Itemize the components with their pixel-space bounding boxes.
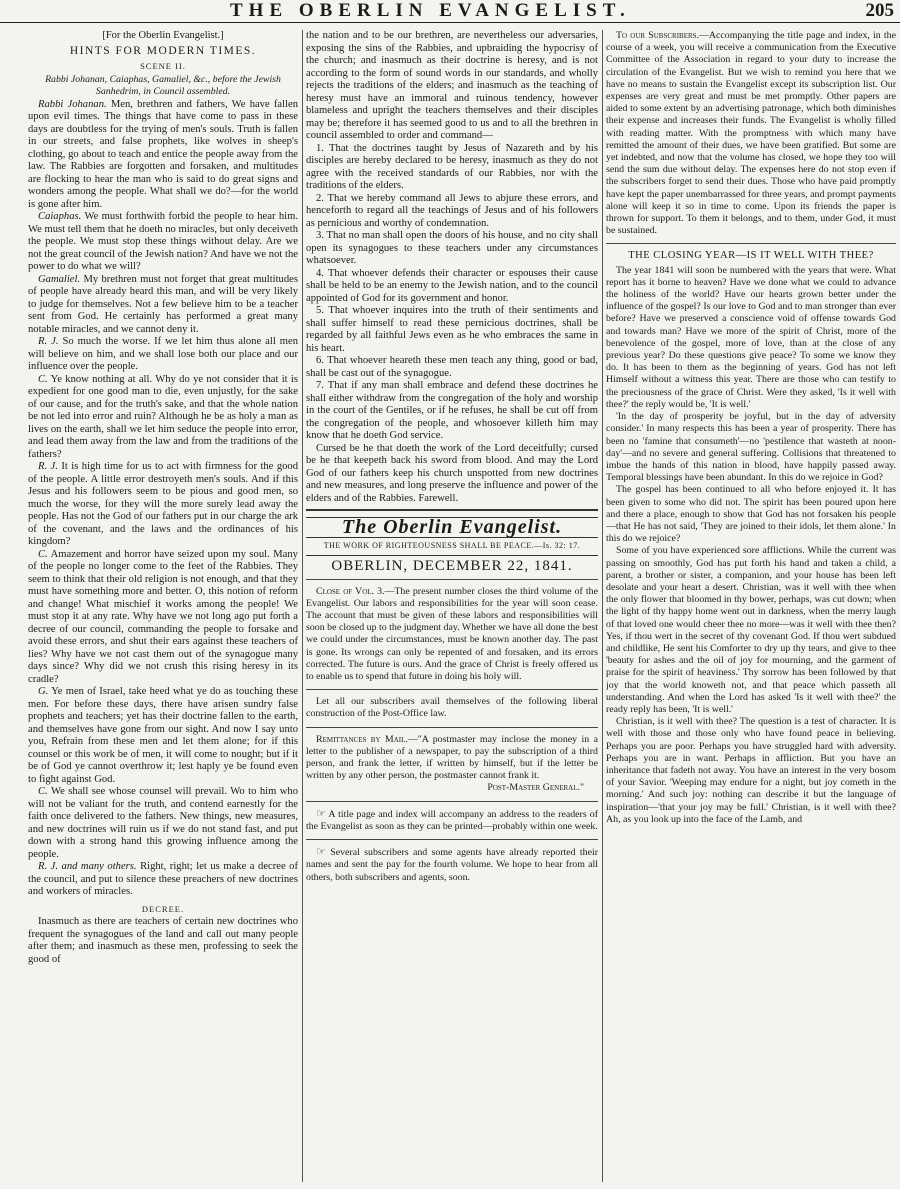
article-title: HINTS FOR MODERN TIMES.: [69, 44, 257, 57]
column-2: [306, 30, 598, 1182]
dialogue: [28, 99, 298, 899]
dateline: OBERLIN, DECEMBER 22, 1841.: [331, 558, 573, 574]
dialogue-paragraph: [28, 374, 298, 462]
speech-text: We shall see whose counsel will prevail. Wo to him who will not be valiant for the truth, and contend earnestly for the faith once delivered to the fathers. New things, new measures, and new doctrines will ruin us if we do not stand fast, and put down with a strong hand this growing influence among the people.: [28, 786, 298, 860]
speaker-name: R. J. and many others.: [38, 861, 137, 872]
column-3: [606, 30, 896, 1182]
masthead: [0, 0, 900, 23]
divider: [606, 243, 896, 244]
source-note: [For the Oberlin Evangelist.]: [102, 30, 224, 41]
speech-text: My brethren must not forget that great multitudes of people have already heard this man, and will be very likely to judge for themselves. Not a few believe him to be a teacher sent from God. He certainly has performed a great many notable miracles, and we cannot deny it.: [28, 273, 298, 335]
notice-text: A title page and index will accompany an address to the readers of the Evangelist as soon as they can be printed—probably within one week.: [306, 808, 598, 833]
subs-text: —Accompanying the title page and index, in the course of a week, you will receive a communication from the Executive Committee of the Association in regard to your duty to increase the circulation of the Evangelist. But we wish to remind you here that we have no means to sustain the Evangelist except its subscription list. Our expenses are very great and must be met promptly. Other papers are aided to some extent by an advertising patronage, which both diminishes their expense and increases their funds. The Evangelist is wholly filled with reading matter. With the promptness with which many have remitted the amount of their dues, we have been gratified. But some are yet indebted, and now that the volume has closed, we hope they too will send the sum due without delay. The expenses here do not stop even if the subscribers forget to send their dues. Those who have paid promptly have kept the paper unembarrassed for three years, and prompt payments alone will keep it so in time to come. Upon its friends the paper is thrown for support. To them it belongs, and to them, under God, it must be sustained.: [606, 30, 896, 237]
speaker-name: Rabbi Johanan.: [38, 98, 107, 110]
remittances-note: [306, 734, 598, 783]
dialogue-paragraph: [28, 686, 298, 786]
post-office-note: Let all our subscribers avail themselves of the following liberal construction of the Post-Office law.: [306, 696, 598, 720]
divider: [306, 801, 598, 802]
dialogue-paragraph: [28, 99, 298, 212]
essay-paragraph: Some of you have experienced sore afflictions. While the current was passing on smoothly, God has put forth his hand and taken a child, a parent, a brother or sister, a companion, and your house has been left desolate and your heart a desert. Christian, was it well with thee when the only flower that bloomed in thy bower, perhaps, was cut down; when the light of thy happy home went out in darkness, when the merry laugh of that loved one would cheer thee no more—was it well with thee then? Yes, if thou wert in the secret of thy covenant God. If thou wert subdued and childlike, He sent his Comforter to dry up thy tears, and give to thee 'beauty for ashes and the oil of joy for mourning, and the garment of praise for the spirit of heaviness.' Thy sorrow has been followed by that joy that the world knoweth not, and that peace which passeth all understanding. And when the Lord has asked 'Is it well with thee?' the ready reply has been, 'It is well.': [606, 545, 896, 715]
essay-title: THE CLOSING YEAR—IS IT WELL WITH THEE?: [628, 250, 874, 262]
decree-article: 7. That if any man shall embrace and defend these doctrines he shall either withdraw from the congregation of the holy and worship in the court of the Gentiles, or if he refuses, he shall be cut off from the congregation of the people, and whosoever killeth him may know that he doeth God service.: [306, 380, 598, 441]
motto: THE WORK OF RIGHTEOUSNESS SHALL BE PEACE.—Is. 32: 17.: [306, 540, 598, 557]
decree-article: 5. That whoever inquires into the truth of their sentiments and shall suffer himself to read these pernicious doctrines, shall be regarded by all faithful Jews even as he who embraces the same in his heart.: [306, 305, 598, 354]
speech-text: We must forthwith forbid the people to hear him. We must tell them that he doeth no miracles, but only deceiveth the people. We must stop these things without delay. Are we not the great council of the Jewish nation? And have we not the power to do what we will?: [28, 211, 298, 272]
decree-curse: Cursed be he that doeth the work of the Lord deceitfully; cursed be he that keepeth back his sword from blood. And may the Lord God of our fathers keep his church unspotted from new doctrines and new measures, and long preserve the influence and power of the elders and of the Rabbies. Farewell.: [306, 442, 598, 504]
dialogue-paragraph: [28, 861, 298, 899]
divider: [306, 579, 598, 580]
remit-signature: Post-Master General.": [487, 782, 584, 794]
newspaper-banner: The Oberlin Evangelist.: [306, 517, 598, 538]
divider: [306, 689, 598, 690]
pointing-hand-icon: ☞: [316, 846, 326, 859]
speech-text: Amazement and horror have seized upon my soul. Many of the people no longer come to the feet of the Rabbies. They seem to think that their old religion is not enough, and that they must have something more and better. O, this notion of reform and change! What mischief it works among the people! We must stop it at any rate. Why have we not long ago put forth a decree of our council, commanding the people to forsake and avoid these errors, and shut their ears against these teachers of lies? Why have we not cast them out of the synagogue many days since? Why did we not crush this rising heresy in its cradle?: [28, 548, 298, 685]
dialogue-paragraph: [28, 274, 298, 337]
speech-text: So much the worse. If we let him thus alone all men will believe on him, and we shall lose both our place and our influence over the people.: [28, 336, 298, 372]
notice-text: Several subscribers and some agents have already reported their names and sent the pay for the fourth volume. We hope to hear from all others, both subscribers and agents, soon.: [306, 847, 598, 883]
essay-paragraph: The gospel has been continued to all who before enjoyed it. It has been given to some who did not. The spirit has been poured upon here and there a place, enough to show that God has not forsaken his people—that He has not said, 'They are joined to their idols, let them alone.' In this do we rejoice?: [606, 484, 896, 545]
speaker-name: C.: [38, 548, 48, 560]
dialogue-paragraph: [28, 549, 298, 687]
close-lead: Close of Vol. 3.: [316, 585, 385, 597]
decree-heading: DECREE.: [141, 903, 185, 914]
speech-text: Men, brethren and fathers, We have fallen upon evil times. The things that have come to pass in these days are doubtless for the trying of men's souls. Truth is fallen in our streets, and false prophets, like wolves in sheep's clothing, go about to teach and entice the people away from the law. The Rabbies are forgotten and forsaken, and multitudes are flocking to hear the man who is said to do great signs and wonders among the people. What shall we do?—for the world is gone after him.: [28, 98, 298, 210]
speaker-name: C.: [38, 786, 48, 797]
masthead-title: THE OBERLIN EVANGELIST.: [230, 0, 631, 21]
speech-text: It is high time for us to act with firmness for the good of the people. A little error destroyeth men's souls. And if this Jesus and his followers seem to be pious and good men, so much the worse, for they will the more surely lead away the people. Has not the God of our fathers put in our charge the ark of the covenant, and the laws and the ordinances of his kingdom?: [28, 461, 298, 547]
essay-paragraph: 'In the day of prosperity be joyful, but in the day of adversity consider.' In many respects this has been a year of prosperity. There has been no 'famine that consumeth'—no 'pestilence that wasteth at noon-day'—and no severe and general suffering. Collisions that threatened to imbue the hands of this nation in blood, have happily passed away. Temporal blessings have been abundant. In this do we rejoice in God?: [606, 411, 896, 484]
cast-list: Rabbi Johanan, Caiaphas, Gamaliel, &c., before the Jewish Sanhedrim, in Council assembled.: [45, 73, 281, 97]
decree-start: Inasmuch as there are teachers of certain new doctrines who frequent the synagogues of the land and call out many people after them; and inasmuch as these men, professing to seek the good of: [28, 916, 298, 965]
dialogue-paragraph: [28, 461, 298, 549]
speech-text: Right, right; let us make a decree of the council, and put to silence these preachers of new doctrines and workers of miracles.: [28, 861, 298, 897]
divider: [306, 839, 598, 840]
scene-heading: SCENE II.: [140, 61, 186, 71]
close-text: —The present number closes the third volume of the Evangelist. Our labors and responsibilities for the year will soon cease. The account that must be given of these labors and responsibilities will soon be closed up to the judgment day. Whether we have all done the best we could under the circumstances, must be known another day. The past is gone. Its wrongs can only be repented of and forsaken, and its errors corrected. The future is ours. And the grace of Christ is freely offered us to enable us to spend that future in doing his holy will.: [306, 585, 598, 682]
speaker-name: Gamaliel.: [38, 273, 81, 285]
remit-lead: Remittances by Mail.: [316, 733, 408, 745]
decree-article: 4. That whoever defends their character or espouses their cause shall be held to be an enemy to the Jewish nation, and to the council appointed of God for its government and honor.: [306, 267, 598, 304]
close-of-volume: [306, 586, 598, 684]
speaker-name: R. J.: [38, 461, 58, 472]
dialogue-paragraph: [28, 786, 298, 861]
title-page-notice: [306, 808, 598, 833]
speaker-name: G.: [38, 686, 49, 697]
page-number: 205: [865, 0, 894, 21]
column-1: [28, 30, 298, 1182]
column-rule-1: [302, 30, 303, 1182]
speech-text: Ye men of Israel, take heed what ye do as touching these men. For before these days, there have arisen sundry false prophets and teachers; yet has their doctrine fallen to the earth, and themselves have gone from our sight. And now I say unto you, Refrain from these men and let them alone; for if this counsel or this work be of men, it will come to nought; but if it be of God ye cannot overthrow it; lest haply ye be found even to fight against God.: [28, 686, 298, 785]
speaker-name: C.: [38, 373, 48, 385]
speaker-name: Caiaphas.: [38, 211, 82, 222]
dialogue-paragraph: [28, 336, 298, 374]
subs-lead: To our Subscribers.: [616, 30, 699, 41]
speaker-name: R. J.: [38, 336, 59, 347]
subscribers-notice: [306, 846, 598, 884]
decree-article: 2. That we hereby command all Jews to abjure these errors, and henceforth to regard all the teachings of Jesus and of his followers as pernicious and worthy of condemnation.: [306, 192, 598, 229]
decree-continued: the nation and to be our brethren, are nevertheless our adversaries, exposing the sins of the Rabbies, and upbraiding the hypocrisy of the church; and inasmuch as their doctrine is heresy, and is not according to the form of sound words in our standards, and wholly rejects the traditions of the elders; and inasmuch as the teaching of heresy must have an immoral and ruinous tendency, however blameless and upright the teachers themselves and their disciples may be; therefore it has seemed good to us and to all the brethren in council assembled to order and command—: [306, 30, 598, 141]
subscribers-note: [606, 30, 896, 237]
essay-paragraph: The year 1841 will soon be numbered with the years that were. What report has it borne to heaven? Have we done what we could to advance the holiness of the world? Have our hearts grown better under the influence of the gospel? Is our love to God and to man stronger than ever before? Have we preserved a conscience void of offense towards God and towards man? Have we more of the spirit of Christ, more of the benevolence of the gospel, more of love, than at the close of any previous year? Do these questions give peace? To some we know they do. It has been to them as the beginning of years. God has not left Himself without a witness this year. There are those who can testify to the preciousness of the grace of Christ. Were they asked, 'Is it well with thee?' the reply would be, 'It is well.': [606, 264, 896, 410]
divider: [306, 509, 598, 511]
dialogue-paragraph: [28, 211, 298, 274]
speech-text: Ye know nothing at all. Why do ye not consider that it is expedient for one good man to die, even unjustly, for the sake of our cause, and for the truth's sake, and that the whole nation be not led into error and ruin? Although he be as holy a man as lives on the earth, shall we let him seduce the people into error, and lead them away from the law and from the traditions of the fathers?: [28, 373, 298, 460]
decree-article: 1. That the doctrines taught by Jesus of Nazareth and by his disciples are hereby declared to be heresy, inasmuch as they do not agree with the received standards of our Rabbies, nor with the traditions of the elders.: [306, 142, 598, 191]
remit-text: —"A postmaster may inclose the money in a letter to the publisher of a newspaper, to pay the subscription of a third person, and frank the letter, if written by himself, but if the letter be written by any other person, the postmaster cannot frank it.: [306, 733, 598, 782]
pointing-hand-icon: ☞: [316, 807, 326, 820]
decree-article: 6. That whoever heareth these men teach any thing, good or bad, shall be cast out of the synagogue.: [306, 355, 598, 379]
essay-paragraph: Christian, is it well with thee? The question is a test of character. It is well with those and those only who have found peace in believing. Perhaps you are poor. Perhaps you have struggled hard with adversity. Perhaps you are in want. Perhaps in affliction. But you have an inheritance that fadeth not away. You have an interest in the very bosom of your Savior. 'Weeping may endure for a night, but joy cometh in the morning.' And such joy: nothing can describe it but the language of inspiration—'that your joy may be full.' Christian, is it well with thee? Ah, as you look up into the face of the Lamb, and: [606, 716, 896, 825]
decree-article: 3. That no man shall open the doors of his house, and no city shall open its synagogues to these teachers under any circumstances whatsoever.: [306, 230, 598, 266]
column-rule-2: [602, 30, 603, 1182]
divider: [306, 727, 598, 728]
